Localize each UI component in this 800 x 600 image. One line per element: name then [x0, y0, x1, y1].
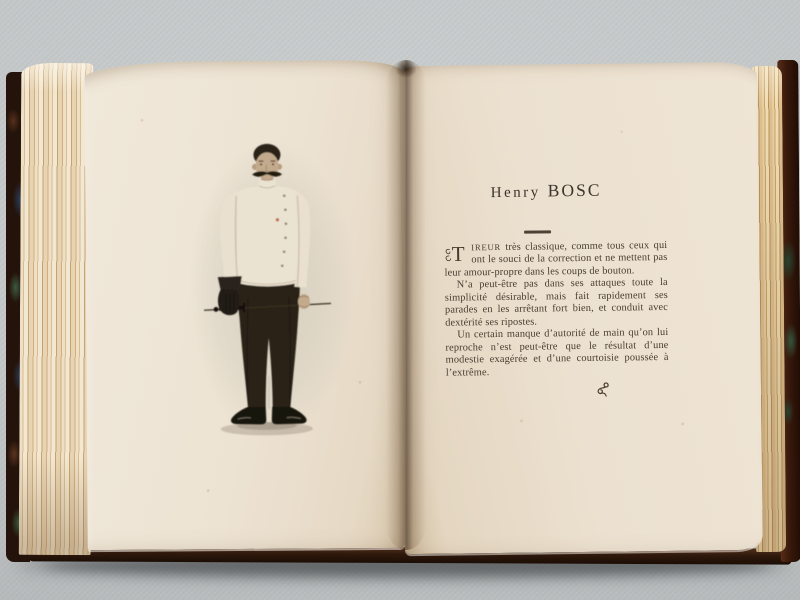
fencer-head — [252, 144, 282, 180]
title-first-name: Henry — [490, 184, 541, 202]
fencer-photo — [189, 134, 356, 487]
paragraph-1-text: très classique, comme tous ceux qui ont le souci de la correction et ne mettent pas leur amour-propre dans les coups de bouton. — [444, 239, 668, 279]
right-shoe — [272, 407, 307, 425]
page-title — [434, 179, 657, 203]
title-rule — [524, 230, 551, 233]
fleuron-ornament — [596, 382, 614, 398]
title-last-name: BOSC — [547, 179, 602, 201]
paragraph-2: N’a peut-être pas dans ses attaques toute la simplicité désirable, mais fait rapidement ses parades en les arrêtant fort bien, et conduit avec dextérité ses ripostes. — [444, 277, 669, 329]
left-page-block-fore-edge — [19, 63, 94, 555]
gutter-top-notch — [395, 60, 417, 78]
lead-small-caps: IREUR — [471, 241, 502, 253]
left-page — [84, 60, 405, 550]
paragraph-1 — [444, 239, 667, 280]
left-shoe — [231, 407, 266, 425]
right-page — [399, 62, 763, 554]
fencing-jacket — [236, 186, 299, 287]
bare-hand — [298, 294, 310, 309]
decorative-initial — [444, 242, 468, 266]
red-fleck — [276, 218, 279, 221]
right-page-content — [442, 63, 669, 379]
svg-text:T: T — [451, 242, 465, 267]
body-text — [444, 239, 669, 380]
paragraph-3: Un certain manque d’autorité de main qu’on lui reproche n’est peut-être que le résultat d’une modestie exagérée et d’une courtoisie poussée à l’extrême. — [445, 327, 669, 379]
fencer-illustration — [189, 134, 356, 487]
